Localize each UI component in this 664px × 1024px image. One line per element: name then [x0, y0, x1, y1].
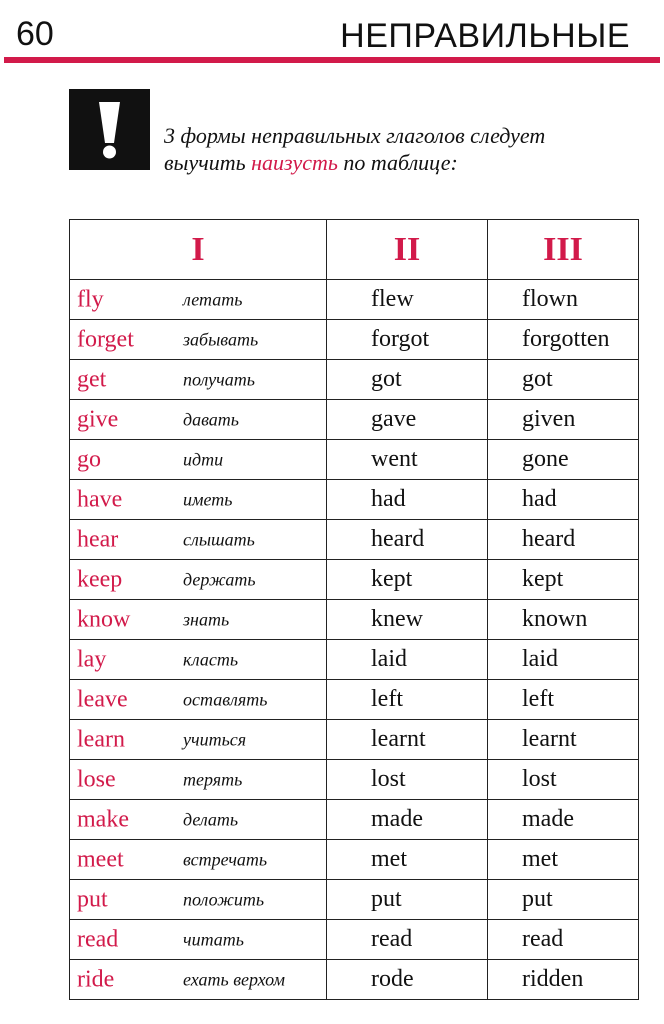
verb-past-participle: read [488, 920, 639, 960]
verb-translation: делать [183, 809, 239, 829]
verb-past-simple: learnt [327, 720, 488, 760]
table-row [70, 480, 639, 520]
table-row [70, 440, 639, 480]
base-form-cell [70, 520, 327, 560]
table-row [70, 960, 639, 1000]
base-form-cell [70, 960, 327, 1000]
verb-past-participle: forgotten [488, 320, 639, 360]
verb-past-participle: had [488, 480, 639, 520]
verb-past-simple: went [327, 440, 488, 480]
table-row [70, 880, 639, 920]
verb-translation: идти [183, 449, 224, 469]
verb-past-participle: heard [488, 520, 639, 560]
verb-translation: знать [183, 609, 230, 629]
verb-past-participle: learnt [488, 720, 639, 760]
verb-past-simple: had [327, 480, 488, 520]
table-row [70, 680, 639, 720]
verb-past-simple: knew [327, 600, 488, 640]
verb-past-simple: met [327, 840, 488, 880]
verb-past-participle: flown [488, 280, 639, 320]
verb-translation: встречать [183, 849, 268, 869]
verb-base-form: read [77, 926, 119, 952]
verb-translation: учиться [183, 729, 247, 749]
header-rule [4, 57, 660, 63]
verb-past-participle: met [488, 840, 639, 880]
verb-base-form: make [77, 806, 129, 832]
table-row [70, 280, 639, 320]
table-row [70, 800, 639, 840]
verb-base-form: lose [77, 766, 116, 792]
base-form-cell [70, 400, 327, 440]
instruction-note [164, 122, 545, 176]
verb-past-participle: kept [488, 560, 639, 600]
verb-translation: иметь [183, 489, 233, 509]
note-line-1: 3 формы неправильных глаголов следует [164, 123, 546, 148]
base-form-cell [70, 560, 327, 600]
verb-base-form: put [77, 886, 108, 912]
table-row [70, 600, 639, 640]
verb-past-simple: flew [327, 280, 488, 320]
verb-translation: слышать [183, 529, 255, 549]
note-line-2-end: по таблице: [337, 150, 458, 175]
verb-base-form: leave [77, 686, 128, 712]
base-form-cell [70, 760, 327, 800]
verb-base-form: go [77, 446, 101, 472]
base-form-cell [70, 920, 327, 960]
base-form-cell [70, 600, 327, 640]
base-form-cell [70, 280, 327, 320]
verb-translation: держать [183, 569, 256, 589]
verb-past-participle: left [488, 680, 639, 720]
verb-past-simple: kept [327, 560, 488, 600]
verb-past-participle: put [488, 880, 639, 920]
column-header-3: III [488, 220, 639, 280]
verb-translation: забывать [183, 329, 259, 349]
table-row [70, 840, 639, 880]
table-row [70, 360, 639, 400]
verb-translation: оставлять [183, 689, 268, 709]
verb-past-participle: got [488, 360, 639, 400]
base-form-cell [70, 360, 327, 400]
base-form-cell [70, 640, 327, 680]
page-header [0, 0, 664, 68]
column-header-2: II [327, 220, 488, 280]
verb-base-form: learn [77, 726, 125, 752]
verb-translation: давать [183, 409, 239, 429]
verb-past-participle: ridden [488, 960, 639, 1000]
table-row [70, 520, 639, 560]
verb-translation: летать [183, 289, 243, 309]
verb-past-participle: lost [488, 760, 639, 800]
base-form-cell [70, 480, 327, 520]
irregular-verbs-table [69, 219, 635, 999]
verb-base-form: keep [77, 566, 123, 592]
exclamation-icon [69, 89, 150, 170]
note-line-2 [164, 149, 545, 176]
verb-past-participle: made [488, 800, 639, 840]
verb-translation: получать [183, 369, 255, 389]
verb-translation: ехать верхом [183, 969, 285, 989]
verb-past-simple: lost [327, 760, 488, 800]
verb-past-participle: laid [488, 640, 639, 680]
page-number: 60 [16, 15, 54, 53]
section-title: НЕПРАВИЛЬНЫЕ [340, 17, 630, 55]
base-form-cell [70, 840, 327, 880]
base-form-cell [70, 440, 327, 480]
base-form-cell [70, 680, 327, 720]
table-row [70, 920, 639, 960]
verb-base-form: forget [77, 326, 134, 352]
verb-base-form: have [77, 486, 123, 512]
verb-past-simple: heard [327, 520, 488, 560]
verb-base-form: ride [77, 966, 115, 992]
verb-base-form: get [77, 366, 107, 392]
table-row [70, 400, 639, 440]
verb-past-simple: gave [327, 400, 488, 440]
table-row [70, 560, 639, 600]
verb-translation: читать [183, 929, 244, 949]
table-row [70, 760, 639, 800]
note-line-2-start: выучить [164, 150, 252, 175]
table-body [70, 280, 639, 1000]
base-form-cell [70, 720, 327, 760]
base-form-cell [70, 320, 327, 360]
verb-past-participle: known [488, 600, 639, 640]
verb-base-form: lay [77, 646, 107, 672]
verb-translation: терять [183, 769, 243, 789]
note-highlight: наизусть [251, 150, 338, 175]
verb-past-simple: got [327, 360, 488, 400]
base-form-cell [70, 800, 327, 840]
table-row [70, 640, 639, 680]
verb-base-form: give [77, 406, 119, 432]
verb-base-form: hear [77, 526, 119, 552]
verb-base-form: know [77, 606, 131, 632]
verb-base-form: meet [77, 846, 124, 872]
verb-past-simple: put [327, 880, 488, 920]
verb-past-simple: laid [327, 640, 488, 680]
verb-translation: положить [183, 889, 265, 909]
verb-translation: класть [183, 649, 239, 669]
verb-base-form: fly [77, 286, 104, 312]
base-form-cell [70, 880, 327, 920]
table-header-row [70, 220, 639, 280]
verb-past-simple: left [327, 680, 488, 720]
table-row [70, 720, 639, 760]
verb-past-simple: made [327, 800, 488, 840]
verb-past-simple: forgot [327, 320, 488, 360]
verb-past-participle: given [488, 400, 639, 440]
column-header-1: I [70, 220, 327, 280]
table-row [70, 320, 639, 360]
verb-past-participle: gone [488, 440, 639, 480]
verb-past-simple: rode [327, 960, 488, 1000]
verb-past-simple: read [327, 920, 488, 960]
